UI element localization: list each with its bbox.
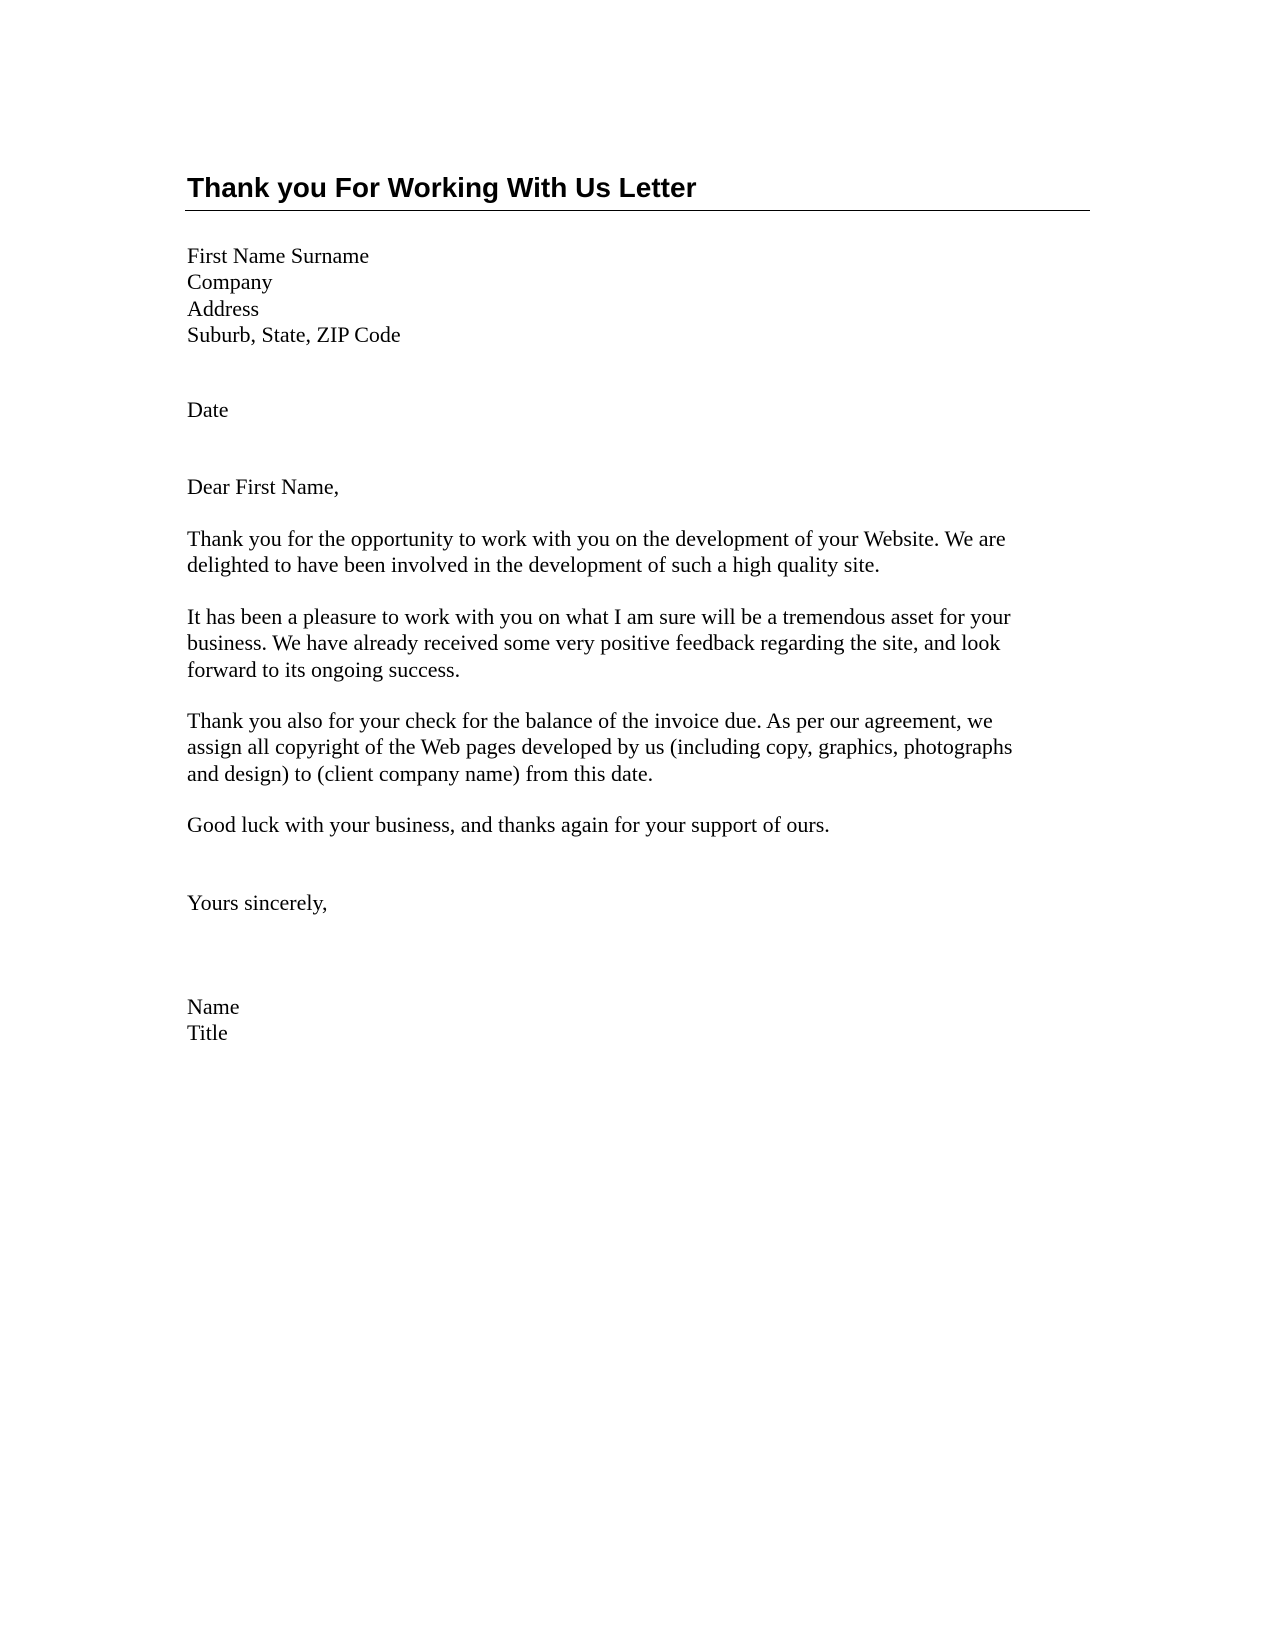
body-paragraph-3: [187, 708, 1067, 787]
paragraph-line: assign all copyright of the Web pages developed by us (including copy, graphics, photographs: [187, 734, 1013, 760]
paragraph-line: business. We have already received some very positive feedback regarding the site, and look: [187, 630, 1001, 656]
signature-block: [187, 994, 1067, 1047]
recipient-city-line: Suburb, State, ZIP Code: [187, 321, 401, 347]
letter-closing: Yours sincerely,: [187, 890, 328, 915]
paragraph-line: forward to its ongoing success.: [187, 656, 461, 682]
paragraph-line: delighted to have been involved in the development of such a high quality site.: [187, 552, 880, 578]
recipient-name: First Name Surname: [187, 243, 370, 268]
date-line: [187, 397, 1067, 423]
recipient-address: Address: [187, 295, 260, 321]
recipient-company: Company: [187, 269, 273, 295]
salutation-line: [187, 474, 1067, 500]
title-underline: [185, 210, 1090, 211]
letter-title: Thank you For Working With Us Letter: [187, 172, 697, 203]
paragraph-line: Thank you also for your check for the balance of the invoice due. As per our agreement, we: [187, 708, 993, 733]
body-paragraph-2: [187, 604, 1067, 683]
closing-line: [187, 890, 1067, 916]
body-paragraph-4: [187, 812, 1067, 838]
recipient-address-block: [187, 243, 1067, 348]
body-paragraph-1: [187, 526, 1067, 579]
letter-salutation: Dear First Name,: [187, 474, 340, 499]
signature-title: Title: [187, 1020, 228, 1046]
paragraph-line: Good luck with your business, and thanks again for your support of ours.: [187, 812, 830, 837]
paragraph-line: and design) to (client company name) from this date.: [187, 760, 654, 786]
paragraph-line: It has been a pleasure to work with you on what I am sure will be a tremendous asset for your: [187, 604, 1011, 629]
letter-date: Date: [187, 397, 229, 422]
paragraph-line: Thank you for the opportunity to work with you on the development of your Website. We are: [187, 526, 1006, 551]
signature-name: Name: [187, 994, 240, 1019]
